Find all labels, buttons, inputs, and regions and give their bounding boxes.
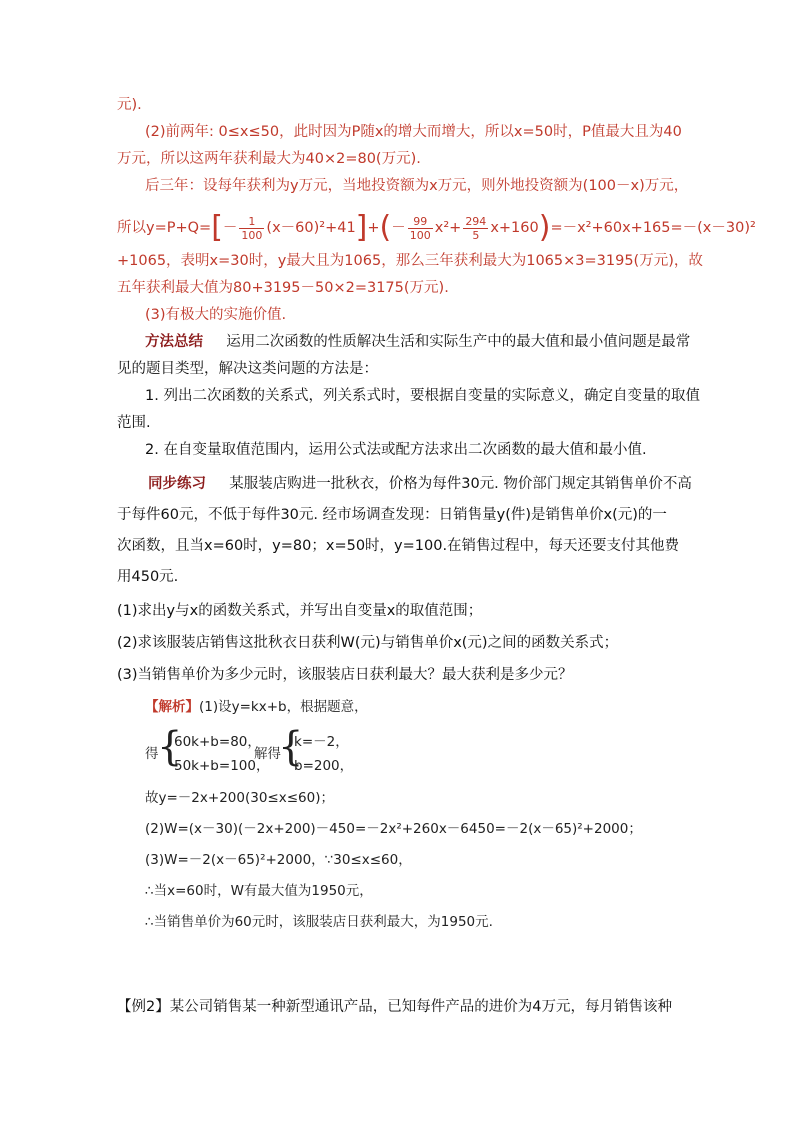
solution-line: ∴当销售单价为60元时，该服装店日获利最大，为1950元. [145,914,493,930]
text-line: 五年获利最大值为80+3195－50×2=3175(万元). [117,280,449,296]
bracket-left: ( [379,210,392,245]
solution-text: (1)设y=kx+b，根据题意， [199,699,368,715]
solution-tag: 【解析】 [145,699,199,715]
equation: k=－2， [294,734,349,750]
text-line: +1065，表明x=30时，y最大且为1065，那么三年获利最大为1065×3=3195(万元)，故 [117,253,703,269]
text-line: 元). [117,97,142,113]
minus-sign: － [391,220,406,236]
fraction-denominator: 100 [409,228,431,242]
summary-title: 方法总结 [145,334,203,350]
formula-line [117,210,756,245]
fraction-denominator: 5 [472,228,480,242]
equation: 60k+b=80， [174,734,261,750]
practice-title: 同步练习 [148,476,206,492]
fraction [408,215,433,242]
fraction-numerator: 1 [239,215,264,229]
summary-text: 运用二次函数的性质解决生活和实际生产中的最大值和最小值问题是最常 [226,334,691,350]
solution-line: 故y=－2x+200(30≤x≤60)； [145,790,334,806]
question-line: (1)求出y与x的函数关系式，并写出自变量x的取值范围； [117,603,483,619]
fraction-numerator: 294 [465,214,487,228]
equation: 50k+b=100， [174,758,270,774]
equation: b=200， [294,758,354,774]
solution-word: 解得 [254,746,281,762]
text-line: (3)有极大的实施价值. [145,307,287,323]
fraction [463,215,488,242]
brace-left: { [278,724,304,770]
formula-text: (x－60)²+41 [266,220,356,236]
solution-line: (2)W=(x－30)(－2x+200)－450=－2x²+260x－6450=－2(x－65)²+2000； [145,821,642,837]
text-line: 见的题目类型，解决这类问题的方法是： [117,361,378,377]
fraction-numerator: 99 [408,215,433,229]
plus-sign: + [367,220,380,236]
text-line: 用450元. [117,569,179,585]
question-line: (3)当销售单价为多少元时，该服装店日获利最大？最大获利是多少元？ [117,667,573,683]
text-line: (2)前两年: 0≤x≤50，此时因为P随x的增大而增大，所以x=50时，P值最大且为40 [145,124,682,140]
minus-sign: － [222,220,238,236]
solution-word: 得 [145,746,159,762]
question-line: (2)求该服装店销售这批秋衣日获利W(元)与销售单价x(元)之间的函数关系式； [117,635,619,651]
bracket-right: ] [355,210,368,245]
formula-text: x+160 [490,220,539,236]
practice-text: 某服装店购进一批秋衣，价格为每件30元. 物价部门规定其销售单价不高 [229,476,692,492]
example-text: 某公司销售某一种新型通讯产品，已知每件产品的进价为4万元，每月销售该种 [169,999,672,1015]
text-line: 范围. [117,415,151,431]
solution-line: (3)W=－2(x－65)²+2000，∵30≤x≤60， [145,852,412,868]
text-line: 1. 列出二次函数的关系式，列关系式时，要根据自变量的实际意义，确定自变量的取值 [145,388,700,404]
bracket-left: [ [211,210,223,245]
solution-line: ∴当x=60时，W有最大值为1950元， [145,883,373,899]
text-line: 于每件60元，不低于每件30元. 经市场调查发现：日销售量y(件)是销售单价x(元)的一 [117,507,667,523]
text-line: 次函数，且当x=60时，y=80；x=50时，y=100.在销售过程中，每天还要支付其他费 [117,538,680,554]
formula-text: =－x²+60x+165=－(x－30)² [550,220,756,236]
text-line: 后三年：设每年获利为y万元，当地投资额为x万元，则外地投资额为(100－x)万元， [145,178,689,194]
bracket-right: ) [538,210,551,245]
brace-left: { [157,724,183,770]
text-line: 2. 在自变量取值范围内，运用公式法或配方法求出二次函数的最大值和最小值. [145,442,647,458]
summary-line [145,332,690,352]
formula-text: x²+ [434,220,462,236]
fraction-denominator: 100 [241,228,263,242]
formula-text: 所以y=P+Q= [117,220,212,236]
text-line: 万元，所以这两年获利最大为40×2=80(万元). [117,151,421,167]
example-line [117,997,672,1017]
practice-line [148,474,692,494]
fraction [239,215,264,242]
solution-line [145,697,368,717]
example-tag: 【例2】 [117,999,170,1015]
